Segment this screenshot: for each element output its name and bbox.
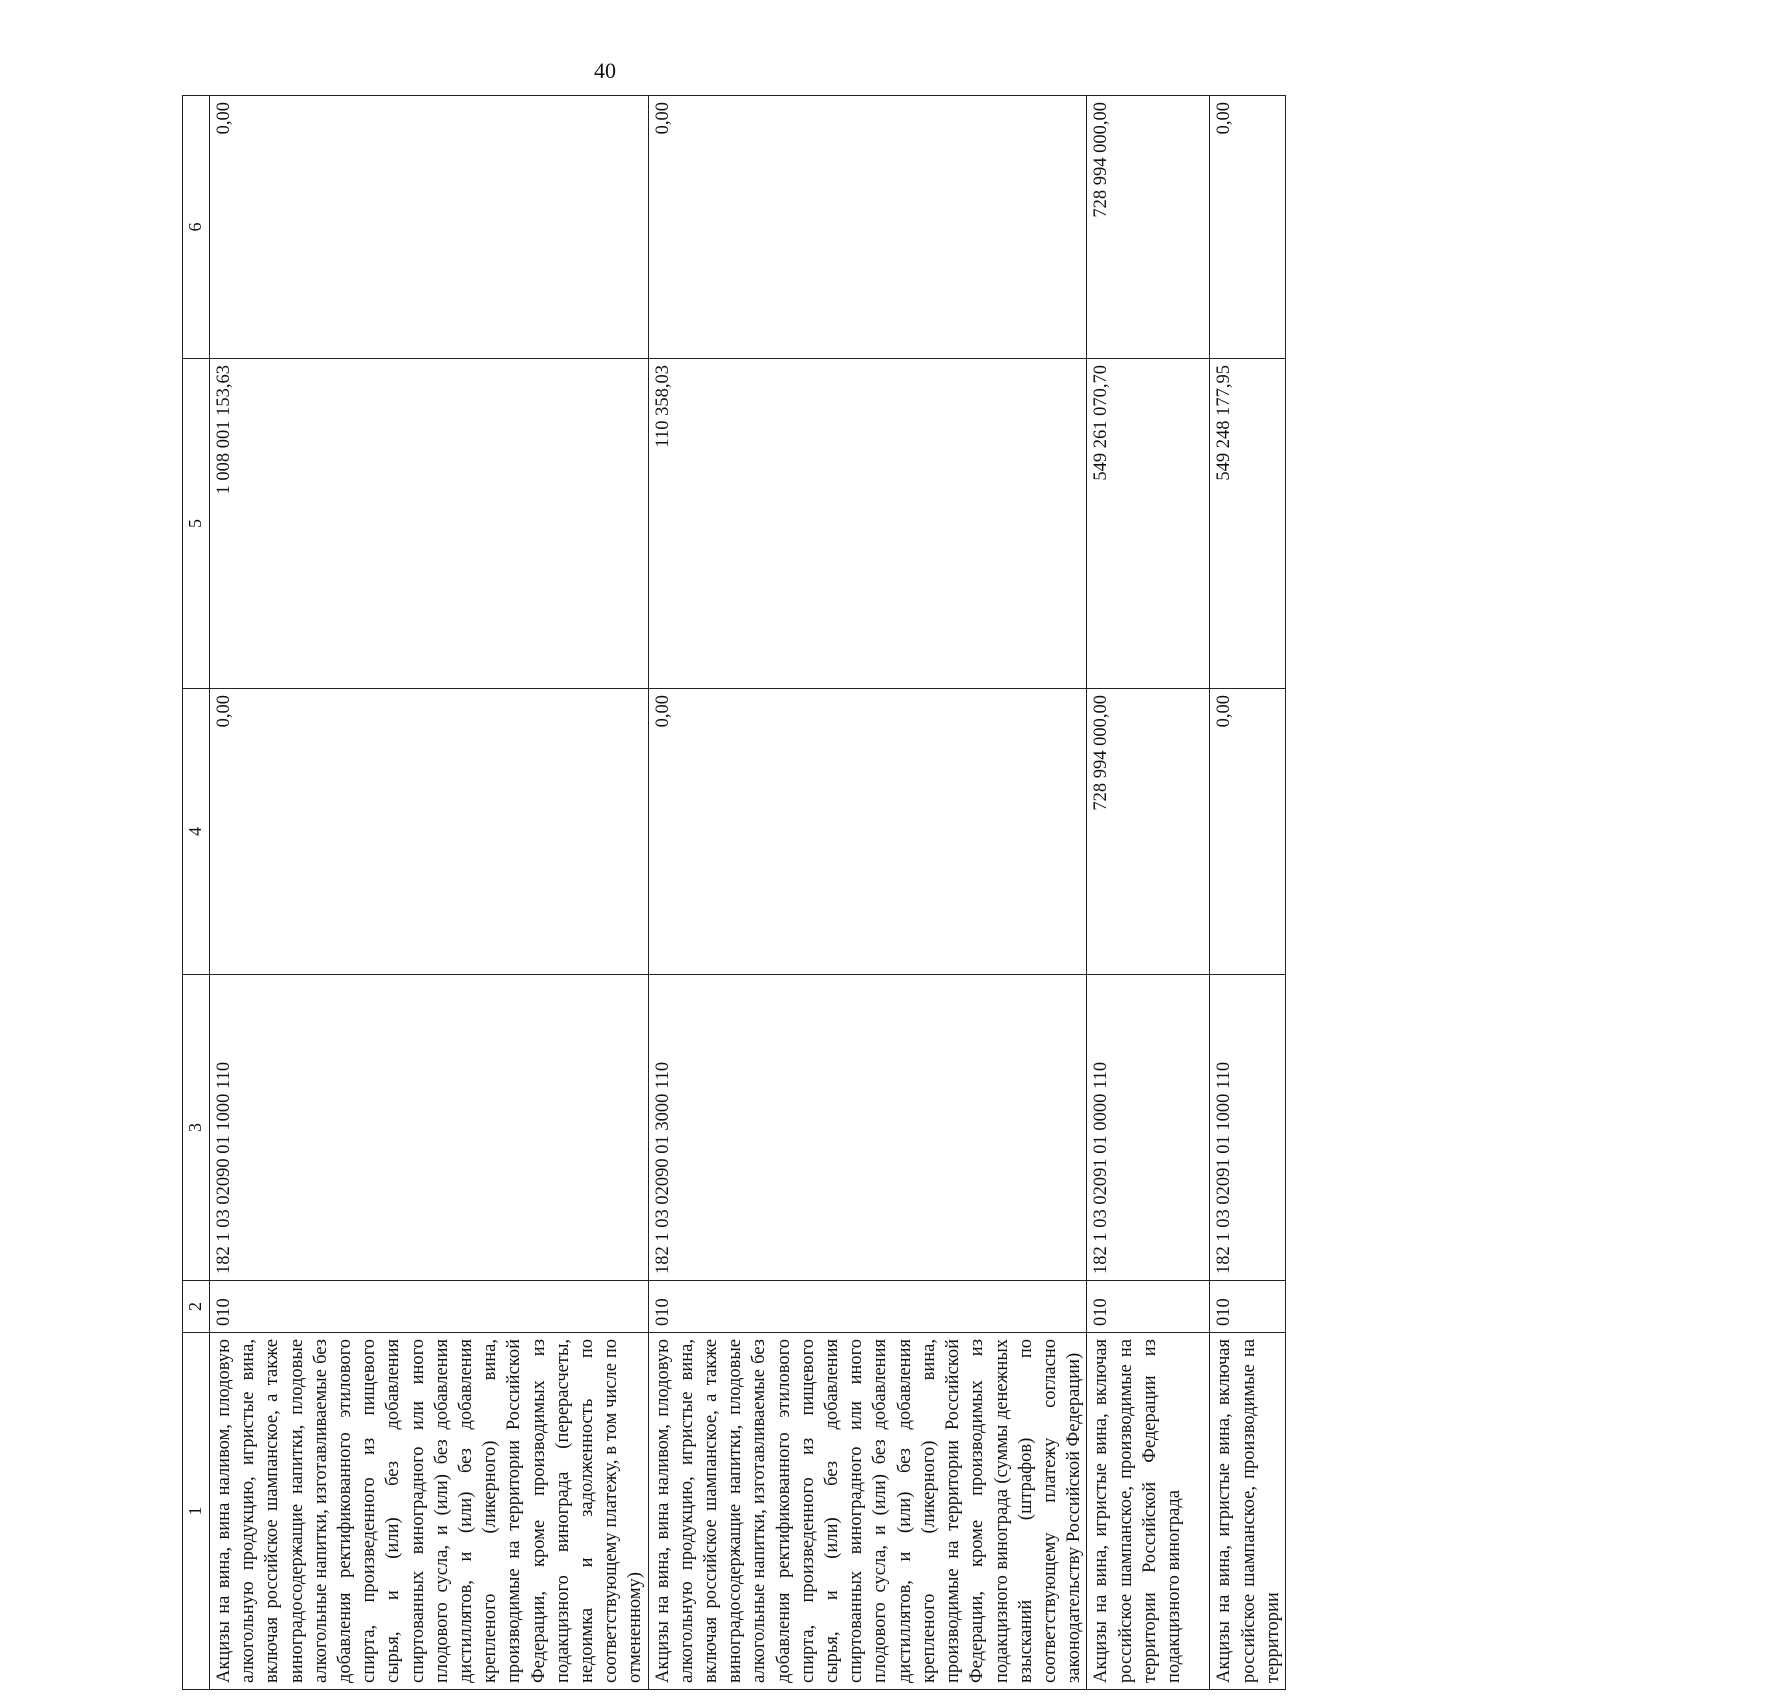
header-col-6: 6 [183,96,210,359]
row-col4-value: 728 994 000,00 [1087,689,1210,975]
row-col6-value: 0,00 [1210,96,1286,359]
row-col5-value: 549 261 070,70 [1087,359,1210,689]
row-col6-value: 728 994 000,00 [1087,96,1210,359]
header-col-2: 2 [183,1281,210,1333]
table-row [648,96,1087,1690]
row-name: Акцизы на вина, игристые вина, включая российское шампанское, производимые на территории Российской Федерации из подакцизного винограда [1087,1333,1210,1690]
row-line-code: 010 [648,1281,1087,1333]
report-table [182,95,1286,1690]
row-col6-value: 0,00 [210,96,649,359]
row-line-code: 010 [1087,1281,1210,1333]
header-col-4: 4 [183,689,210,975]
table-row [210,96,649,1690]
row-kbk-code: 182 1 03 02091 01 1000 110 [1210,975,1286,1281]
row-kbk-code: 182 1 03 02091 01 0000 110 [1087,975,1210,1281]
row-col6-value: 0,00 [648,96,1087,359]
row-col5-value: 549 248 177,95 [1210,359,1286,689]
page-number: 40 [594,58,616,83]
row-name: Акцизы на вина, вина наливом, плодовую алкогольную продукцию, игристые вина, включая российское шампанское, а также виноградосодержащие напитки, плодовые алкогольные напитки, изготавливаемые без добавления ректификованного этилового спирта, произведенного из пищевого сырья, и (или) без добавления спиртованных виноградного или иного плодового сусла, и (или) без добавления дистиллятов, и (или) без добавления крепленого (ликерного) вина, производимые на территории Российской Федерации, кроме производимых из подакцизного винограда (суммы денежных взысканий (штрафов) по соответствующему платежу согласно законодательству Российской Федерации) [648,1333,1087,1690]
row-col4-value: 0,00 [210,689,649,975]
rotated-table [182,102,1283,1690]
row-col5-value: 110 358,03 [648,359,1087,689]
row-kbk-code: 182 1 03 02090 01 1000 110 [210,975,649,1281]
row-name: Акцизы на вина, игристые вина, включая российское шампанское, производимые на территории [1210,1333,1286,1690]
header-col-1: 1 [183,1333,210,1690]
row-col4-value: 0,00 [648,689,1087,975]
table-row [1210,96,1286,1690]
header-col-3: 3 [183,975,210,1281]
row-name: Акцизы на вина, вина наливом, плодовую алкогольную продукцию, игристые вина, включая российское шампанское, а также виноградосодержащие напитки, плодовые алкогольные напитки, изготавливаемые без добавления ректификованного этилового спирта, произведенного из пищевого сырья, и (или) без добавления спиртованных виноградного или иного плодового сусла, и (или) без добавления дистиллятов, и (или) без добавления крепленого (ликерного) вина, производимые на территории Российской Федерации, кроме производимых из подакцизного винограда (перерасчеты, недоимка и задолженность по соответствующему платежу, в том числе по отмененному) [210,1333,649,1690]
row-kbk-code: 182 1 03 02090 01 3000 110 [648,975,1087,1281]
row-col4-value: 0,00 [1210,689,1286,975]
table-header-row [183,96,210,1690]
row-line-code: 010 [1210,1281,1286,1333]
row-line-code: 010 [210,1281,649,1333]
header-col-5: 5 [183,359,210,689]
row-col5-value: 1 008 001 153,63 [210,359,649,689]
table-row [1087,96,1210,1690]
